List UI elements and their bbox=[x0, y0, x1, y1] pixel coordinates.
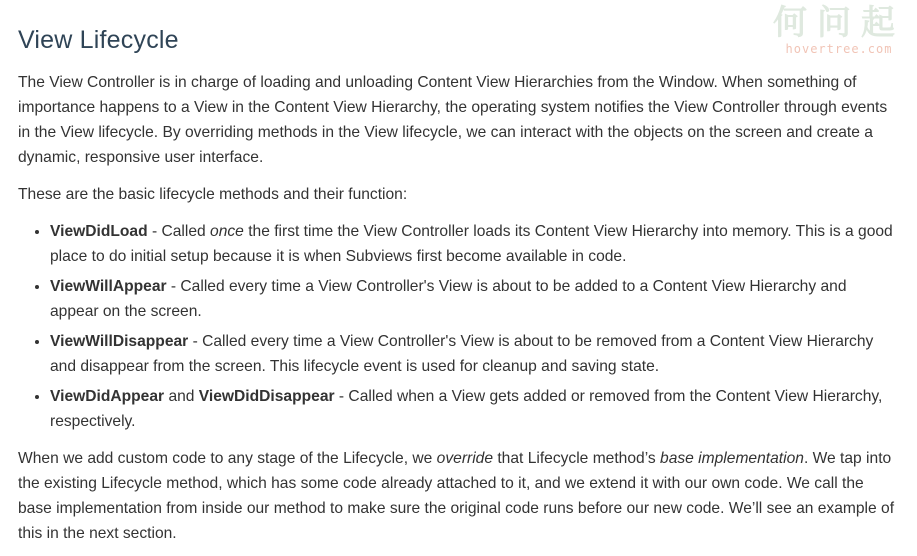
method-name: ViewWillAppear bbox=[50, 278, 167, 295]
watermark-url: hovertree.com bbox=[785, 42, 893, 56]
emphasis: override bbox=[436, 450, 494, 467]
article bbox=[18, 22, 898, 546]
list-item-viewwillappear bbox=[50, 274, 898, 324]
method-name: ViewDidAppear bbox=[50, 388, 165, 405]
watermark-chinese: 何问起 bbox=[773, 3, 905, 43]
list-item-viewdidload bbox=[50, 219, 898, 269]
item-text: - Called when a View gets added or removed from the Content View Hierarchy, respectively. bbox=[50, 388, 883, 430]
emphasis: once bbox=[210, 223, 244, 240]
page-title: View Lifecycle bbox=[18, 26, 179, 54]
method-name: ViewDidDisappear bbox=[198, 388, 335, 405]
intro-paragraph: The View Controller is in charge of loading and unloading Content View Hierarchies from the Window. When something of importance happens to a View in the Content View Hierarchy, the operating system notifies the View Controller through events in the View lifecycle. By overriding methods in the View lifecycle, we can interact with the objects on the screen and create a dynamic, responsive user interface. bbox=[18, 74, 888, 166]
list-item-viewwilldisappear bbox=[50, 329, 898, 379]
item-text: - Called bbox=[147, 223, 211, 240]
item-text: the first time the View Controller loads its Content View Hierarchy into memory. This is a good place to do initial setup because it is when Subviews first become available in code. bbox=[50, 223, 893, 265]
item-text: and bbox=[164, 388, 199, 405]
lifecycle-methods-list bbox=[18, 219, 898, 434]
method-name: ViewWillDisappear bbox=[50, 333, 189, 350]
emphasis: base implementation bbox=[660, 450, 804, 467]
outro-text: When we add custom code to any stage of the Lifecycle, we bbox=[18, 450, 437, 467]
method-name: ViewDidLoad bbox=[50, 223, 148, 240]
lead-paragraph: These are the basic lifecycle methods and their function: bbox=[18, 186, 408, 203]
outro-text: that Lifecycle method’s bbox=[493, 450, 661, 467]
outro-text: . We tap into the existing Lifecycle method, which has some code already attached to it, and we extend it with our own code. We call the base implementation from inside our method to make sure the original code runs before our new code. We’ll see an example of this in the next section. bbox=[18, 450, 895, 542]
item-text: - Called every time a View Controller's View is about to be added to a Content View Hierarchy and appear on the screen. bbox=[50, 278, 847, 320]
outro-paragraph bbox=[18, 446, 898, 546]
item-text: - Called every time a View Controller's View is about to be removed from a Content View Hierarchy and disappear from the screen. This lifecycle event is used for cleanup and saving state. bbox=[50, 333, 874, 375]
list-item-viewdidappear bbox=[50, 384, 898, 434]
